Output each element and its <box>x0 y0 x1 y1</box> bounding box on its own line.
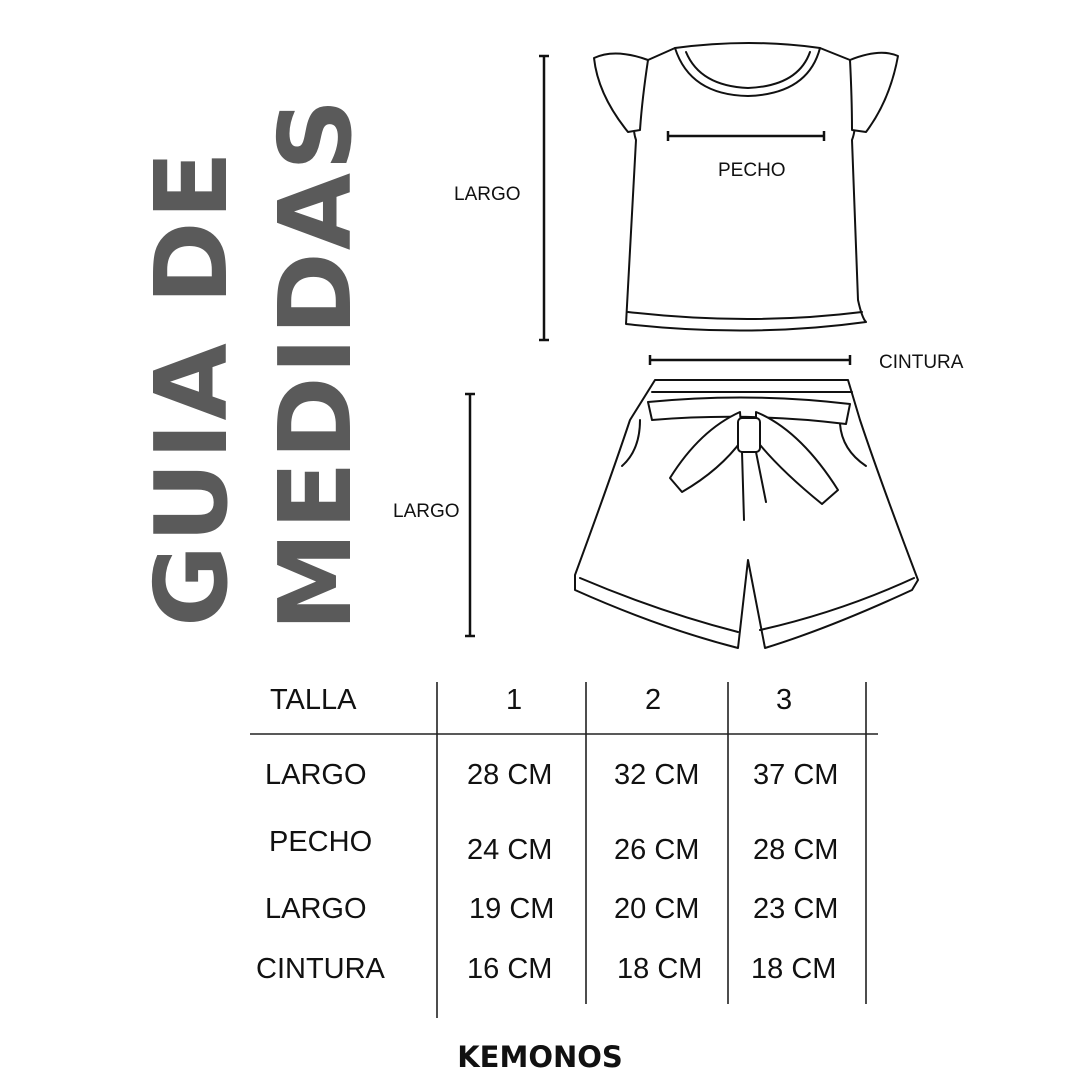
table-cell: 26 CM <box>614 834 700 866</box>
table-cell: 24 CM <box>467 834 553 866</box>
table-cell: 32 CM <box>614 759 700 791</box>
title-line-1: GUIA DE <box>133 149 250 628</box>
table-cell: 37 CM <box>753 759 839 791</box>
table-cell: 20 CM <box>614 893 700 925</box>
table-header-label: TALLA <box>270 684 357 716</box>
table-row-label: CINTURA <box>256 953 385 985</box>
table-row-label: PECHO <box>269 826 373 858</box>
tshirt-length-label: LARGO <box>454 184 521 205</box>
table-cell: 18 CM <box>617 953 703 985</box>
table-cell: 19 CM <box>469 893 555 925</box>
table-cell: 16 CM <box>467 953 553 985</box>
table-header-size: 1 <box>506 684 523 716</box>
table-row-label: LARGO <box>265 893 367 925</box>
table-cell: 18 CM <box>751 953 837 985</box>
table-cell: 28 CM <box>467 759 553 791</box>
table-row-label: LARGO <box>265 759 367 791</box>
brand-name: KEMONOS <box>457 1040 623 1074</box>
tshirt-outline <box>626 43 866 331</box>
title-line-2: MEDIDAS <box>257 96 374 632</box>
waist-label: CINTURA <box>879 352 964 373</box>
chest-label: PECHO <box>718 160 786 181</box>
tshirt-right-sleeve <box>850 53 898 132</box>
table-cell: 28 CM <box>753 834 839 866</box>
tshirt-left-sleeve <box>594 53 648 132</box>
table-header-size: 2 <box>645 684 662 716</box>
table-cell: 23 CM <box>753 893 839 925</box>
table-header-size: 3 <box>776 684 793 716</box>
shorts-length-label: LARGO <box>393 501 460 522</box>
